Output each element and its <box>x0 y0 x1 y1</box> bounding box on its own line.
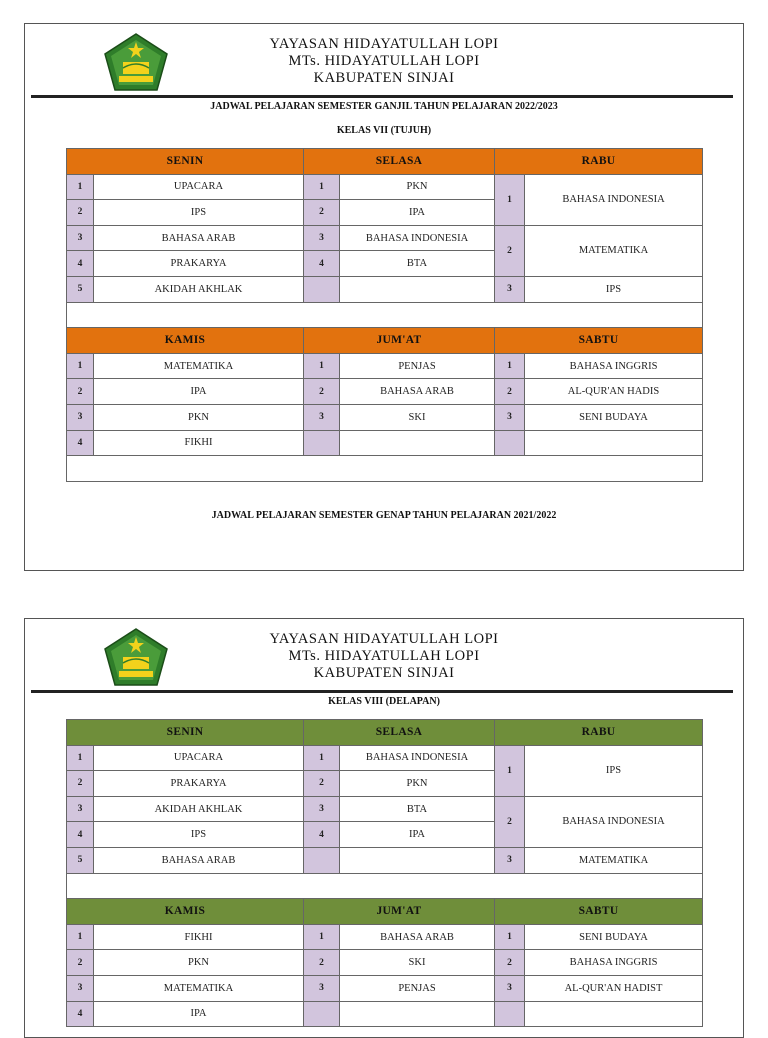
period-number: 2 <box>495 225 525 276</box>
subject-cell: MATEMATIKA <box>525 847 703 873</box>
table-header-row <box>67 720 703 746</box>
period-number: 1 <box>495 174 525 225</box>
subject-cell: SKI <box>340 404 495 430</box>
subject-cell: BTA <box>340 796 495 822</box>
subject-cell: AL-QUR'AN HADIS <box>525 379 703 405</box>
table-header-row <box>67 899 703 925</box>
day-header-jumat: JUM'AT <box>304 328 495 354</box>
subject-cell-empty <box>525 1001 703 1027</box>
table-row <box>67 404 703 430</box>
subject-cell-empty <box>340 1001 495 1027</box>
period-number: 4 <box>67 430 94 456</box>
period-number: 3 <box>67 796 94 822</box>
period-number: 2 <box>67 200 94 226</box>
subject-cell: BAHASA INGGRIS <box>525 950 703 976</box>
subject-cell: AKIDAH AKHLAK <box>94 276 304 302</box>
subject-cell-empty <box>340 430 495 456</box>
period-number-empty <box>304 276 340 302</box>
subject-cell: IPS <box>525 745 703 796</box>
subject-cell: FIKHI <box>94 924 304 950</box>
subject-cell-empty <box>525 430 703 456</box>
subject-cell: IPS <box>94 200 304 226</box>
period-number: 2 <box>304 200 340 226</box>
school-name: MTs. HIDAYATULLAH LOPI <box>288 53 480 69</box>
subject-cell: BAHASA INDONESIA <box>525 174 703 225</box>
subject-cell: SENI BUDAYA <box>525 404 703 430</box>
subject-cell: UPACARA <box>94 174 304 200</box>
subject-cell: MATEMATIKA <box>94 975 304 1001</box>
subject-cell: PKN <box>340 174 495 200</box>
period-number: 3 <box>304 225 340 251</box>
header-rule <box>31 95 733 98</box>
subject-cell-empty <box>340 276 495 302</box>
table-row <box>67 796 703 822</box>
period-number-empty <box>495 430 525 456</box>
period-number: 2 <box>495 796 525 847</box>
period-number: 3 <box>495 404 525 430</box>
header-rule <box>31 690 733 693</box>
period-number: 1 <box>495 353 525 379</box>
table-row <box>67 174 703 200</box>
period-number: 2 <box>304 950 340 976</box>
period-number: 4 <box>67 822 94 848</box>
period-number: 3 <box>304 404 340 430</box>
period-number: 2 <box>495 379 525 405</box>
table-header-row <box>67 149 703 175</box>
subject-cell: BTA <box>340 251 495 277</box>
subject-cell-empty <box>340 847 495 873</box>
period-number: 2 <box>67 771 94 797</box>
schedule-table <box>66 719 703 1027</box>
subject-cell: FIKHI <box>94 430 304 456</box>
day-header-sabtu: SABTU <box>495 899 703 925</box>
period-number: 1 <box>495 924 525 950</box>
schedule-title: JADWAL PELAJARAN SEMESTER GANJIL TAHUN PELAJARAN 2022/2023 <box>210 101 558 112</box>
table-row <box>67 847 703 873</box>
subject-cell: PENJAS <box>340 353 495 379</box>
school-header <box>25 36 743 87</box>
period-number: 3 <box>495 975 525 1001</box>
period-number: 2 <box>304 771 340 797</box>
period-number: 4 <box>67 1001 94 1027</box>
subject-cell: BAHASA ARAB <box>94 847 304 873</box>
period-number: 3 <box>67 404 94 430</box>
table-row <box>67 353 703 379</box>
table-row <box>67 225 703 251</box>
table-row <box>67 975 703 1001</box>
table-row <box>67 430 703 456</box>
period-number: 4 <box>304 822 340 848</box>
table-row <box>67 1001 703 1027</box>
subject-cell: MATEMATIKA <box>525 225 703 276</box>
period-number: 3 <box>304 796 340 822</box>
class-subtitle: KELAS VII (TUJUH) <box>336 125 432 136</box>
school-header <box>25 631 743 682</box>
subject-cell: PENJAS <box>340 975 495 1001</box>
day-header-kamis: KAMIS <box>67 328 304 354</box>
schedule-sheet-class-7 <box>24 23 744 571</box>
subject-cell: IPA <box>94 1001 304 1027</box>
period-number-empty <box>304 430 340 456</box>
regency-name: KABUPATEN SINJAI <box>313 665 455 681</box>
period-number: 2 <box>304 379 340 405</box>
spacer-row <box>67 456 703 482</box>
day-header-sabtu: SABTU <box>495 328 703 354</box>
subject-cell: PKN <box>340 771 495 797</box>
day-header-senin: SENIN <box>67 149 304 175</box>
period-number: 1 <box>495 745 525 796</box>
foundation-name: YAYASAN HIDAYATULLAH LOPI <box>269 631 499 647</box>
day-header-rabu: RABU <box>495 149 703 175</box>
subject-cell: AL-QUR'AN HADIST <box>525 975 703 1001</box>
schedule-sheet-class-8 <box>24 618 744 1038</box>
period-number-empty <box>304 847 340 873</box>
subject-cell: BAHASA INDONESIA <box>525 796 703 847</box>
table-row <box>67 379 703 405</box>
subject-cell: UPACARA <box>94 745 304 771</box>
footer-schedule-title: JADWAL PELAJARAN SEMESTER GENAP TAHUN PELAJARAN 2021/2022 <box>211 510 557 521</box>
day-header-senin: SENIN <box>67 720 304 746</box>
period-number: 1 <box>304 745 340 771</box>
subject-cell: BAHASA INDONESIA <box>340 745 495 771</box>
spacer-row <box>67 302 703 328</box>
table-row <box>67 276 703 302</box>
table-row <box>67 950 703 976</box>
period-number: 3 <box>67 225 94 251</box>
period-number: 2 <box>495 950 525 976</box>
subject-cell: AKIDAH AKHLAK <box>94 796 304 822</box>
day-header-kamis: KAMIS <box>67 899 304 925</box>
subject-cell: BAHASA INDONESIA <box>340 225 495 251</box>
spacer-row <box>67 873 703 899</box>
period-number: 5 <box>67 276 94 302</box>
foundation-name: YAYASAN HIDAYATULLAH LOPI <box>269 36 499 52</box>
period-number: 4 <box>304 251 340 277</box>
period-number: 1 <box>67 353 94 379</box>
class-subtitle: KELAS VIII (DELAPAN) <box>328 696 440 707</box>
regency-name: KABUPATEN SINJAI <box>313 70 455 86</box>
table-row <box>67 924 703 950</box>
period-number: 3 <box>67 975 94 1001</box>
subject-cell: PRAKARYA <box>94 251 304 277</box>
subject-cell: IPS <box>94 822 304 848</box>
subject-cell: SKI <box>340 950 495 976</box>
schedule-table <box>66 148 703 482</box>
table-row <box>67 745 703 771</box>
table-header-row <box>67 328 703 354</box>
subject-cell: BAHASA INGGRIS <box>525 353 703 379</box>
period-number: 3 <box>495 276 525 302</box>
subject-cell: IPA <box>340 822 495 848</box>
subject-cell: IPA <box>94 379 304 405</box>
subject-cell: MATEMATIKA <box>94 353 304 379</box>
subject-cell: PKN <box>94 950 304 976</box>
subject-cell: IPA <box>340 200 495 226</box>
period-number: 1 <box>304 174 340 200</box>
period-number: 5 <box>67 847 94 873</box>
subject-cell: IPS <box>525 276 703 302</box>
period-number: 3 <box>495 847 525 873</box>
day-header-selasa: SELASA <box>304 149 495 175</box>
period-number-empty <box>304 1001 340 1027</box>
day-header-selasa: SELASA <box>304 720 495 746</box>
day-header-jumat: JUM'AT <box>304 899 495 925</box>
subject-cell: PKN <box>94 404 304 430</box>
period-number: 4 <box>67 251 94 277</box>
subject-cell: BAHASA ARAB <box>340 379 495 405</box>
period-number: 2 <box>67 379 94 405</box>
subject-cell: SENI BUDAYA <box>525 924 703 950</box>
subject-cell: BAHASA ARAB <box>340 924 495 950</box>
period-number: 2 <box>67 950 94 976</box>
school-name: MTs. HIDAYATULLAH LOPI <box>288 648 480 664</box>
period-number-empty <box>495 1001 525 1027</box>
period-number: 1 <box>304 353 340 379</box>
subject-cell: BAHASA ARAB <box>94 225 304 251</box>
day-header-rabu: RABU <box>495 720 703 746</box>
period-number: 3 <box>304 975 340 1001</box>
period-number: 1 <box>67 924 94 950</box>
period-number: 1 <box>67 745 94 771</box>
subject-cell: PRAKARYA <box>94 771 304 797</box>
period-number: 1 <box>67 174 94 200</box>
period-number: 1 <box>304 924 340 950</box>
